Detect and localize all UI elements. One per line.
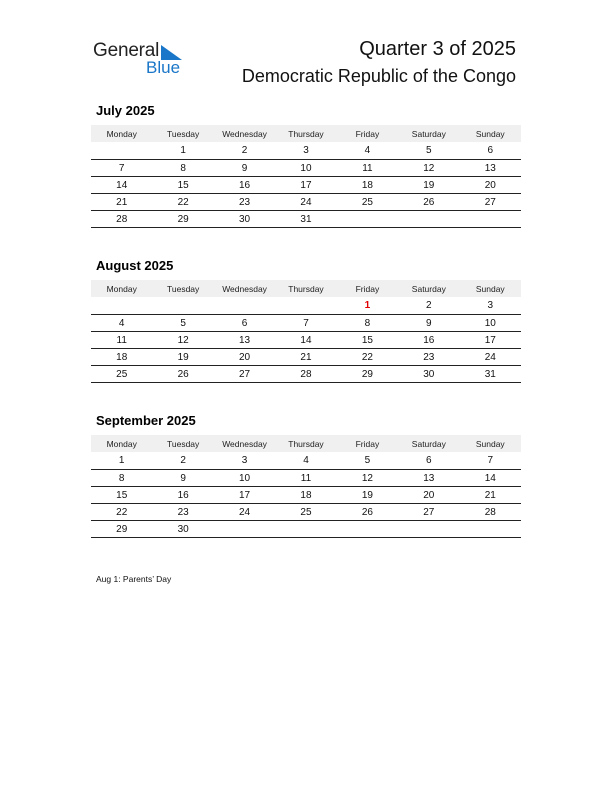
day-cell: 22 bbox=[91, 504, 152, 521]
day-cell: 17 bbox=[214, 487, 275, 504]
day-cell: 26 bbox=[398, 194, 459, 211]
day-cell: 16 bbox=[152, 487, 213, 504]
day-cell: 30 bbox=[398, 366, 459, 383]
logo-general-text: General bbox=[93, 40, 160, 61]
day-cell: 5 bbox=[337, 452, 398, 470]
week-row bbox=[91, 470, 521, 487]
day-cell: 19 bbox=[398, 177, 459, 194]
week-row bbox=[91, 315, 521, 332]
weekday-header: Sunday bbox=[460, 125, 521, 142]
day-cell: 16 bbox=[398, 332, 459, 349]
month-title: September 2025 bbox=[96, 413, 196, 428]
day-cell: 21 bbox=[275, 349, 336, 366]
week-row bbox=[91, 194, 521, 211]
day-cell: 30 bbox=[152, 521, 213, 538]
calendar-table bbox=[91, 125, 521, 228]
week-row bbox=[91, 452, 521, 470]
weekday-header: Sunday bbox=[460, 435, 521, 452]
month-title: July 2025 bbox=[96, 103, 155, 118]
weekday-header-row bbox=[91, 435, 521, 452]
day-cell: 4 bbox=[91, 315, 152, 332]
day-cell: 14 bbox=[275, 332, 336, 349]
day-cell: 13 bbox=[398, 470, 459, 487]
day-cell: 17 bbox=[460, 332, 521, 349]
day-cell: 10 bbox=[275, 160, 336, 177]
day-cell: 8 bbox=[91, 470, 152, 487]
weekday-header: Sunday bbox=[460, 280, 521, 297]
weekday-header: Monday bbox=[91, 435, 152, 452]
day-cell: 10 bbox=[214, 470, 275, 487]
calendar-table bbox=[91, 280, 521, 383]
weekday-header: Wednesday bbox=[214, 435, 275, 452]
empty-day-cell bbox=[460, 211, 521, 228]
day-cell: 28 bbox=[275, 366, 336, 383]
weekday-header: Saturday bbox=[398, 435, 459, 452]
day-cell: 7 bbox=[460, 452, 521, 470]
day-cell: 7 bbox=[91, 160, 152, 177]
day-cell: 19 bbox=[152, 349, 213, 366]
month-calendar-july bbox=[91, 103, 521, 228]
weekday-header: Friday bbox=[337, 280, 398, 297]
day-cell: 27 bbox=[460, 194, 521, 211]
week-row bbox=[91, 177, 521, 194]
country-name: Democratic Republic of the Congo bbox=[241, 66, 516, 86]
day-cell: 24 bbox=[275, 194, 336, 211]
empty-day-cell bbox=[214, 297, 275, 315]
day-cell: 12 bbox=[337, 470, 398, 487]
weekday-header: Wednesday bbox=[214, 125, 275, 142]
day-cell: 19 bbox=[337, 487, 398, 504]
day-cell: 25 bbox=[337, 194, 398, 211]
day-cell: 3 bbox=[460, 297, 521, 315]
day-cell: 25 bbox=[91, 366, 152, 383]
day-cell: 16 bbox=[214, 177, 275, 194]
weekday-header-row bbox=[91, 280, 521, 297]
month-calendar-september bbox=[91, 413, 521, 538]
empty-day-cell bbox=[275, 297, 336, 315]
month-calendar-august bbox=[91, 258, 521, 383]
generalblue-logo bbox=[93, 40, 193, 80]
day-cell: 6 bbox=[214, 315, 275, 332]
holiday-day-cell: 1 bbox=[337, 297, 398, 315]
logo-blue-text: Blue bbox=[146, 58, 181, 77]
week-row bbox=[91, 211, 521, 228]
day-cell: 24 bbox=[460, 349, 521, 366]
day-cell: 26 bbox=[337, 504, 398, 521]
day-cell: 28 bbox=[91, 211, 152, 228]
day-cell: 9 bbox=[214, 160, 275, 177]
day-cell: 21 bbox=[460, 487, 521, 504]
week-row bbox=[91, 142, 521, 160]
day-cell: 10 bbox=[460, 315, 521, 332]
day-cell: 27 bbox=[398, 504, 459, 521]
week-row bbox=[91, 504, 521, 521]
day-cell: 20 bbox=[398, 487, 459, 504]
day-cell: 14 bbox=[91, 177, 152, 194]
day-cell: 23 bbox=[398, 349, 459, 366]
day-cell: 6 bbox=[398, 452, 459, 470]
weekday-header: Thursday bbox=[275, 125, 336, 142]
weekday-header: Tuesday bbox=[152, 125, 213, 142]
week-row bbox=[91, 487, 521, 504]
day-cell: 9 bbox=[398, 315, 459, 332]
day-cell: 12 bbox=[152, 332, 213, 349]
day-cell: 22 bbox=[152, 194, 213, 211]
day-cell: 28 bbox=[460, 504, 521, 521]
empty-day-cell bbox=[398, 211, 459, 228]
weekday-header: Wednesday bbox=[214, 280, 275, 297]
weekday-header: Thursday bbox=[275, 280, 336, 297]
day-cell: 13 bbox=[460, 160, 521, 177]
day-cell: 13 bbox=[214, 332, 275, 349]
day-cell: 29 bbox=[91, 521, 152, 538]
weekday-header: Monday bbox=[91, 280, 152, 297]
week-row bbox=[91, 332, 521, 349]
weekday-header: Monday bbox=[91, 125, 152, 142]
weekday-header: Friday bbox=[337, 435, 398, 452]
empty-day-cell bbox=[91, 297, 152, 315]
day-cell: 15 bbox=[337, 332, 398, 349]
day-cell: 5 bbox=[398, 142, 459, 160]
day-cell: 9 bbox=[152, 470, 213, 487]
weekday-header: Friday bbox=[337, 125, 398, 142]
day-cell: 11 bbox=[91, 332, 152, 349]
day-cell: 4 bbox=[337, 142, 398, 160]
empty-day-cell bbox=[460, 521, 521, 538]
empty-day-cell bbox=[152, 297, 213, 315]
day-cell: 8 bbox=[337, 315, 398, 332]
day-cell: 15 bbox=[152, 177, 213, 194]
day-cell: 3 bbox=[214, 452, 275, 470]
weekday-header: Saturday bbox=[398, 280, 459, 297]
day-cell: 18 bbox=[275, 487, 336, 504]
weekday-header: Thursday bbox=[275, 435, 336, 452]
weekday-header-row bbox=[91, 125, 521, 142]
day-cell: 29 bbox=[337, 366, 398, 383]
day-cell: 8 bbox=[152, 160, 213, 177]
day-cell: 25 bbox=[275, 504, 336, 521]
day-cell: 20 bbox=[460, 177, 521, 194]
day-cell: 18 bbox=[337, 177, 398, 194]
week-row bbox=[91, 349, 521, 366]
empty-day-cell bbox=[337, 521, 398, 538]
empty-day-cell bbox=[398, 521, 459, 538]
day-cell: 7 bbox=[275, 315, 336, 332]
day-cell: 20 bbox=[214, 349, 275, 366]
page-title: Quarter 3 of 2025 bbox=[359, 38, 516, 60]
day-cell: 4 bbox=[275, 452, 336, 470]
day-cell: 27 bbox=[214, 366, 275, 383]
day-cell: 2 bbox=[214, 142, 275, 160]
day-cell: 11 bbox=[337, 160, 398, 177]
weekday-header: Tuesday bbox=[152, 280, 213, 297]
day-cell: 18 bbox=[91, 349, 152, 366]
week-row bbox=[91, 366, 521, 383]
day-cell: 17 bbox=[275, 177, 336, 194]
day-cell: 14 bbox=[460, 470, 521, 487]
day-cell: 1 bbox=[152, 142, 213, 160]
calendar-table bbox=[91, 435, 521, 538]
week-row bbox=[91, 521, 521, 538]
empty-day-cell bbox=[337, 211, 398, 228]
day-cell: 15 bbox=[91, 487, 152, 504]
weekday-header: Tuesday bbox=[152, 435, 213, 452]
day-cell: 1 bbox=[91, 452, 152, 470]
day-cell: 2 bbox=[398, 297, 459, 315]
month-title: August 2025 bbox=[96, 258, 174, 273]
empty-day-cell bbox=[91, 142, 152, 160]
day-cell: 30 bbox=[214, 211, 275, 228]
day-cell: 31 bbox=[460, 366, 521, 383]
day-cell: 24 bbox=[214, 504, 275, 521]
day-cell: 2 bbox=[152, 452, 213, 470]
empty-day-cell bbox=[214, 521, 275, 538]
day-cell: 12 bbox=[398, 160, 459, 177]
empty-day-cell bbox=[275, 521, 336, 538]
holiday-note: Aug 1: Parents’ Day bbox=[96, 574, 172, 584]
week-row bbox=[91, 297, 521, 315]
day-cell: 23 bbox=[152, 504, 213, 521]
day-cell: 29 bbox=[152, 211, 213, 228]
day-cell: 11 bbox=[275, 470, 336, 487]
day-cell: 26 bbox=[152, 366, 213, 383]
day-cell: 31 bbox=[275, 211, 336, 228]
weekday-header: Saturday bbox=[398, 125, 459, 142]
day-cell: 23 bbox=[214, 194, 275, 211]
day-cell: 6 bbox=[460, 142, 521, 160]
week-row bbox=[91, 160, 521, 177]
day-cell: 3 bbox=[275, 142, 336, 160]
day-cell: 5 bbox=[152, 315, 213, 332]
day-cell: 22 bbox=[337, 349, 398, 366]
day-cell: 21 bbox=[91, 194, 152, 211]
